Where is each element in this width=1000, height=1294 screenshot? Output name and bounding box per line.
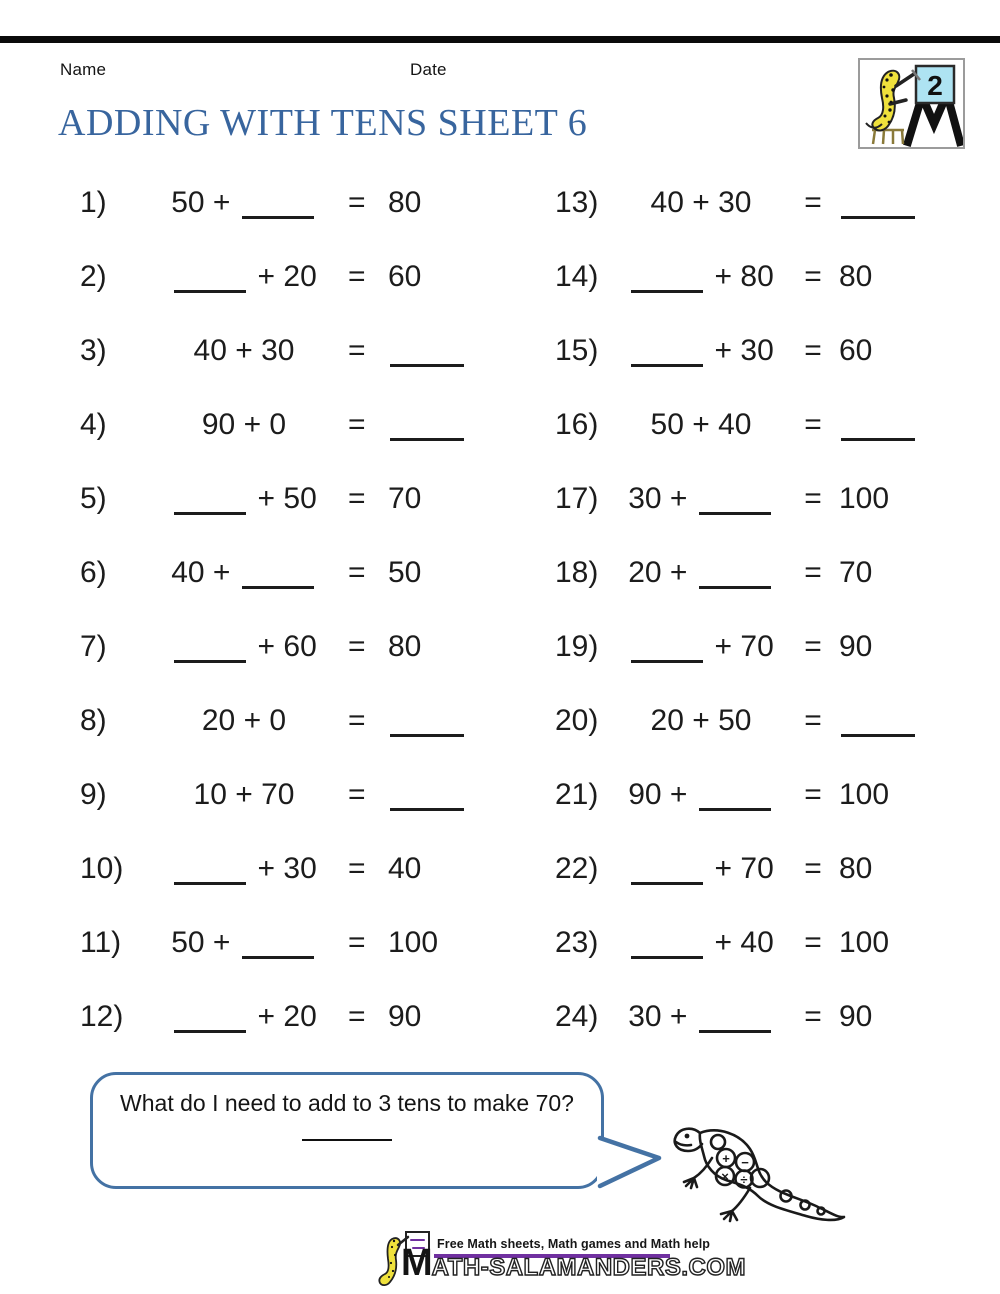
problem-number: 18) [555, 556, 599, 589]
problem-row [555, 758, 995, 832]
spot-divide-icon: ÷ [740, 1172, 748, 1187]
problem-answer [388, 778, 520, 812]
problem-number: 9) [80, 778, 107, 811]
problem-number: 6) [80, 556, 107, 589]
footer-tagline: Free Math sheets, Math games and Math help [437, 1237, 711, 1251]
problem-expression: + 40 [615, 926, 787, 960]
answer-blank [390, 364, 464, 367]
problem-answer: 80 [839, 260, 873, 293]
problem-expression: + 60 [140, 630, 348, 664]
problem-row [555, 314, 995, 388]
missing-addend-blank [242, 216, 314, 219]
equals-sign: = [348, 1000, 366, 1033]
missing-addend-blank [631, 956, 703, 959]
problem-row [80, 166, 520, 240]
problem-row [80, 758, 520, 832]
equals-sign: = [348, 704, 366, 737]
missing-addend-blank [174, 882, 246, 885]
problem-answer: 80 [839, 852, 873, 885]
problem-row [80, 610, 520, 684]
missing-addend-blank [174, 1030, 246, 1033]
problem-answer: 60 [839, 334, 873, 367]
problem-number: 11) [80, 926, 122, 959]
problem-number: 14) [555, 260, 599, 293]
problem-expression: + 20 [140, 1000, 348, 1034]
grade-badge-logo-icon [860, 60, 963, 147]
problem-number: 4) [80, 408, 107, 441]
problem-row [80, 388, 520, 462]
equals-sign: = [348, 482, 366, 515]
problem-row [80, 240, 520, 314]
problem-expression: 50 + [140, 186, 348, 220]
missing-addend-blank [242, 956, 314, 959]
speech-bubble-tail [596, 1124, 668, 1192]
spot-minus-icon: − [741, 1155, 749, 1170]
header-rule [0, 36, 1000, 43]
problem-number: 10) [80, 852, 124, 885]
problem-number: 3) [80, 334, 107, 367]
problem-answer: 90 [839, 630, 873, 663]
problem-number: 1) [80, 186, 107, 219]
problem-row [555, 536, 995, 610]
problem-row [80, 906, 520, 980]
problem-number: 21) [555, 778, 599, 811]
answer-blank [841, 734, 915, 737]
equals-sign: = [804, 778, 822, 811]
problem-expression: + 80 [615, 260, 787, 294]
problem-expression: + 50 [140, 482, 348, 516]
equals-sign: = [804, 482, 822, 515]
problem-answer: 70 [839, 556, 873, 589]
speech-bubble [90, 1072, 604, 1189]
equals-sign: = [348, 778, 366, 811]
problem-expression: 20 + [615, 556, 787, 590]
problem-answer [839, 186, 995, 220]
equals-sign: = [348, 186, 366, 219]
problem-row [555, 980, 995, 1054]
answer-blank [390, 734, 464, 737]
problem-expression: 10 + 70 [193, 778, 295, 811]
equals-sign: = [348, 630, 366, 663]
answer-blank [390, 438, 464, 441]
problem-row [80, 536, 520, 610]
problem-answer: 90 [388, 1000, 422, 1033]
problem-number: 13) [555, 186, 599, 219]
problem-answer: 100 [839, 926, 890, 959]
problem-expression: 30 + [615, 482, 787, 516]
equals-sign: = [804, 852, 822, 885]
equals-sign: = [804, 1000, 822, 1033]
problem-number: 20) [555, 704, 599, 737]
problem-expression: 40 + 30 [650, 186, 752, 219]
name-label: Name [60, 60, 107, 79]
problem-number: 24) [555, 1000, 599, 1033]
wordmark-initial: M [401, 1242, 432, 1284]
answer-blank [841, 438, 915, 441]
missing-addend-blank [699, 586, 771, 589]
problem-row [555, 906, 995, 980]
problem-row [80, 980, 520, 1054]
problem-answer [388, 334, 520, 368]
problem-row [555, 462, 995, 536]
equals-sign: = [804, 556, 822, 589]
problems-column-right [555, 166, 995, 1054]
problem-answer: 40 [388, 852, 422, 885]
equals-sign: = [348, 556, 366, 589]
problem-answer: 80 [388, 630, 422, 663]
problem-answer: 100 [388, 926, 439, 959]
problem-row [80, 684, 520, 758]
footer-wordmark [401, 1244, 746, 1282]
problem-expression: 50 + 40 [650, 408, 752, 441]
problem-answer: 90 [839, 1000, 873, 1033]
equals-sign: = [804, 408, 822, 441]
problem-number: 19) [555, 630, 599, 663]
problem-answer: 80 [388, 186, 422, 219]
missing-addend-blank [631, 882, 703, 885]
problem-answer: 100 [839, 778, 890, 811]
date-label: Date [410, 60, 447, 79]
spot-plus-icon: + [722, 1151, 730, 1166]
answer-blank [390, 808, 464, 811]
problem-expression: 40 + 30 [193, 334, 295, 367]
problem-answer: 50 [388, 556, 422, 589]
problem-number: 2) [80, 260, 107, 293]
answer-blank [841, 216, 915, 219]
problem-row [555, 610, 995, 684]
question-answer-blank [302, 1139, 392, 1141]
wordmark-rest: ATH-SALAMANDERS.COM [431, 1254, 747, 1281]
question-text: What do I need to add to 3 tens to make 70? [120, 1090, 574, 1116]
problem-row [555, 388, 995, 462]
problem-expression: + 30 [615, 334, 787, 368]
missing-addend-blank [631, 364, 703, 367]
salamander-illustration-icon [666, 1116, 852, 1228]
problem-answer [388, 704, 520, 738]
problem-expression: 90 + [615, 778, 787, 812]
missing-addend-blank [699, 512, 771, 515]
spot-times-icon: × [721, 1169, 729, 1184]
problem-answer: 70 [388, 482, 422, 515]
problem-answer [839, 704, 995, 738]
problem-number: 16) [555, 408, 599, 441]
problems-column-left [80, 166, 520, 1054]
missing-addend-blank [631, 660, 703, 663]
problem-answer: 100 [839, 482, 890, 515]
equals-sign: = [804, 334, 822, 367]
grade-badge [858, 58, 965, 149]
problem-row [80, 832, 520, 906]
problem-number: 22) [555, 852, 599, 885]
missing-addend-blank [631, 290, 703, 293]
equals-sign: = [804, 704, 822, 737]
problem-number: 8) [80, 704, 107, 737]
equals-sign: = [804, 630, 822, 663]
problem-number: 15) [555, 334, 599, 367]
page-title: ADDING WITH TENS SHEET 6 [58, 102, 588, 144]
equals-sign: = [348, 408, 366, 441]
equals-sign: = [804, 260, 822, 293]
problem-expression: + 70 [615, 852, 787, 886]
equals-sign: = [348, 260, 366, 293]
problem-expression: + 30 [140, 852, 348, 886]
problem-number: 17) [555, 482, 599, 515]
problem-number: 7) [80, 630, 107, 663]
problem-row [555, 684, 995, 758]
missing-addend-blank [699, 1030, 771, 1033]
missing-addend-blank [174, 660, 246, 663]
equals-sign: = [348, 852, 366, 885]
missing-addend-blank [699, 808, 771, 811]
problem-number: 23) [555, 926, 599, 959]
equals-sign: = [348, 926, 366, 959]
problem-expression: 40 + [140, 556, 348, 590]
problem-number: 12) [80, 1000, 124, 1033]
missing-addend-blank [174, 512, 246, 515]
missing-addend-blank [242, 586, 314, 589]
problem-expression: 50 + [140, 926, 348, 960]
problem-expression: + 20 [140, 260, 348, 294]
problem-expression: 20 + 0 [201, 704, 287, 737]
problem-expression: 30 + [615, 1000, 787, 1034]
problem-expression: 20 + 50 [650, 704, 752, 737]
problem-expression: + 70 [615, 630, 787, 664]
problem-answer [839, 408, 995, 442]
missing-addend-blank [174, 290, 246, 293]
problem-number: 5) [80, 482, 107, 515]
problem-row [555, 166, 995, 240]
grade-number: 2 [927, 70, 943, 101]
problem-row [80, 314, 520, 388]
problem-answer [388, 408, 520, 442]
equals-sign: = [804, 926, 822, 959]
problem-row [555, 832, 995, 906]
problem-row [80, 462, 520, 536]
problem-expression: 90 + 0 [201, 408, 287, 441]
problem-answer: 60 [388, 260, 422, 293]
equals-sign: = [804, 186, 822, 219]
problem-row [555, 240, 995, 314]
equals-sign: = [348, 334, 366, 367]
